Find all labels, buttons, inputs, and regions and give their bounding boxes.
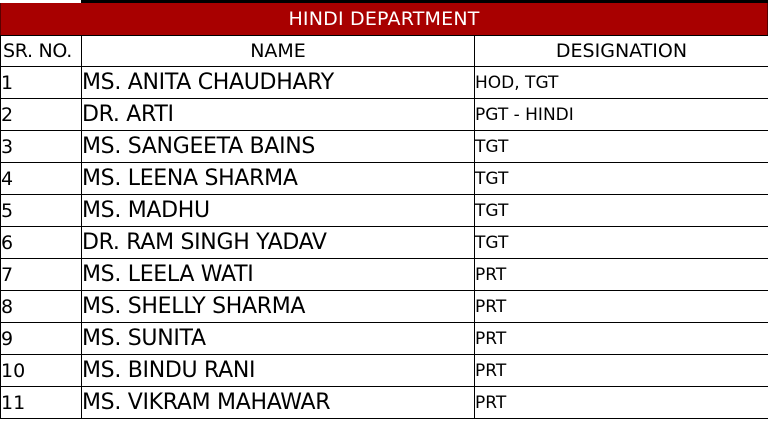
table-row — [1, 195, 768, 227]
row-name: MS. MADHU — [82, 195, 475, 227]
table-row — [1, 387, 768, 419]
row-sr-no: 2 — [1, 99, 82, 131]
table-row — [1, 163, 768, 195]
row-name: MS. ANITA CHAUDHARY — [82, 67, 475, 99]
row-sr-no: 8 — [1, 291, 82, 323]
row-name: MS. SHELLY SHARMA — [82, 291, 475, 323]
row-designation: TGT — [475, 227, 768, 259]
row-name: MS. LEENA SHARMA — [82, 163, 475, 195]
table-row — [1, 99, 768, 131]
row-sr-no: 6 — [1, 227, 82, 259]
table-row — [1, 227, 768, 259]
header-designation: DESIGNATION — [475, 36, 768, 67]
table-row — [1, 67, 768, 99]
row-designation: PRT — [475, 291, 768, 323]
table-row — [1, 323, 768, 355]
staff-table-body — [1, 67, 768, 419]
row-name: DR. RAM SINGH YADAV — [82, 227, 475, 259]
row-name: MS. SANGEETA BAINS — [82, 131, 475, 163]
row-designation: PRT — [475, 259, 768, 291]
row-designation: PRT — [475, 355, 768, 387]
table-row — [1, 259, 768, 291]
department-title-bar — [0, 3, 768, 35]
header-row — [1, 36, 768, 67]
row-sr-no: 3 — [1, 131, 82, 163]
row-sr-no: 5 — [1, 195, 82, 227]
header-sr-no: SR. NO. — [1, 36, 82, 67]
row-sr-no: 4 — [1, 163, 82, 195]
row-designation: HOD, TGT — [475, 67, 768, 99]
row-name: DR. ARTI — [82, 99, 475, 131]
row-name: MS. BINDU RANI — [82, 355, 475, 387]
table-row — [1, 131, 768, 163]
row-sr-no: 1 — [1, 67, 82, 99]
header-name: NAME — [82, 36, 475, 67]
row-name: MS. VIKRAM MAHAWAR — [82, 387, 475, 419]
row-name: MS. LEELA WATI — [82, 259, 475, 291]
row-sr-no: 7 — [1, 259, 82, 291]
row-designation: PRT — [475, 323, 768, 355]
department-title: HINDI DEPARTMENT — [288, 8, 480, 30]
row-designation: TGT — [475, 163, 768, 195]
row-designation: TGT — [475, 131, 768, 163]
table-row — [1, 355, 768, 387]
table-row — [1, 291, 768, 323]
row-designation: PGT - HINDI — [475, 99, 768, 131]
staff-table — [0, 35, 768, 419]
row-designation: PRT — [475, 387, 768, 419]
row-sr-no: 9 — [1, 323, 82, 355]
row-designation: TGT — [475, 195, 768, 227]
row-sr-no: 10 — [1, 355, 82, 387]
row-name: MS. SUNITA — [82, 323, 475, 355]
row-sr-no: 11 — [1, 387, 82, 419]
